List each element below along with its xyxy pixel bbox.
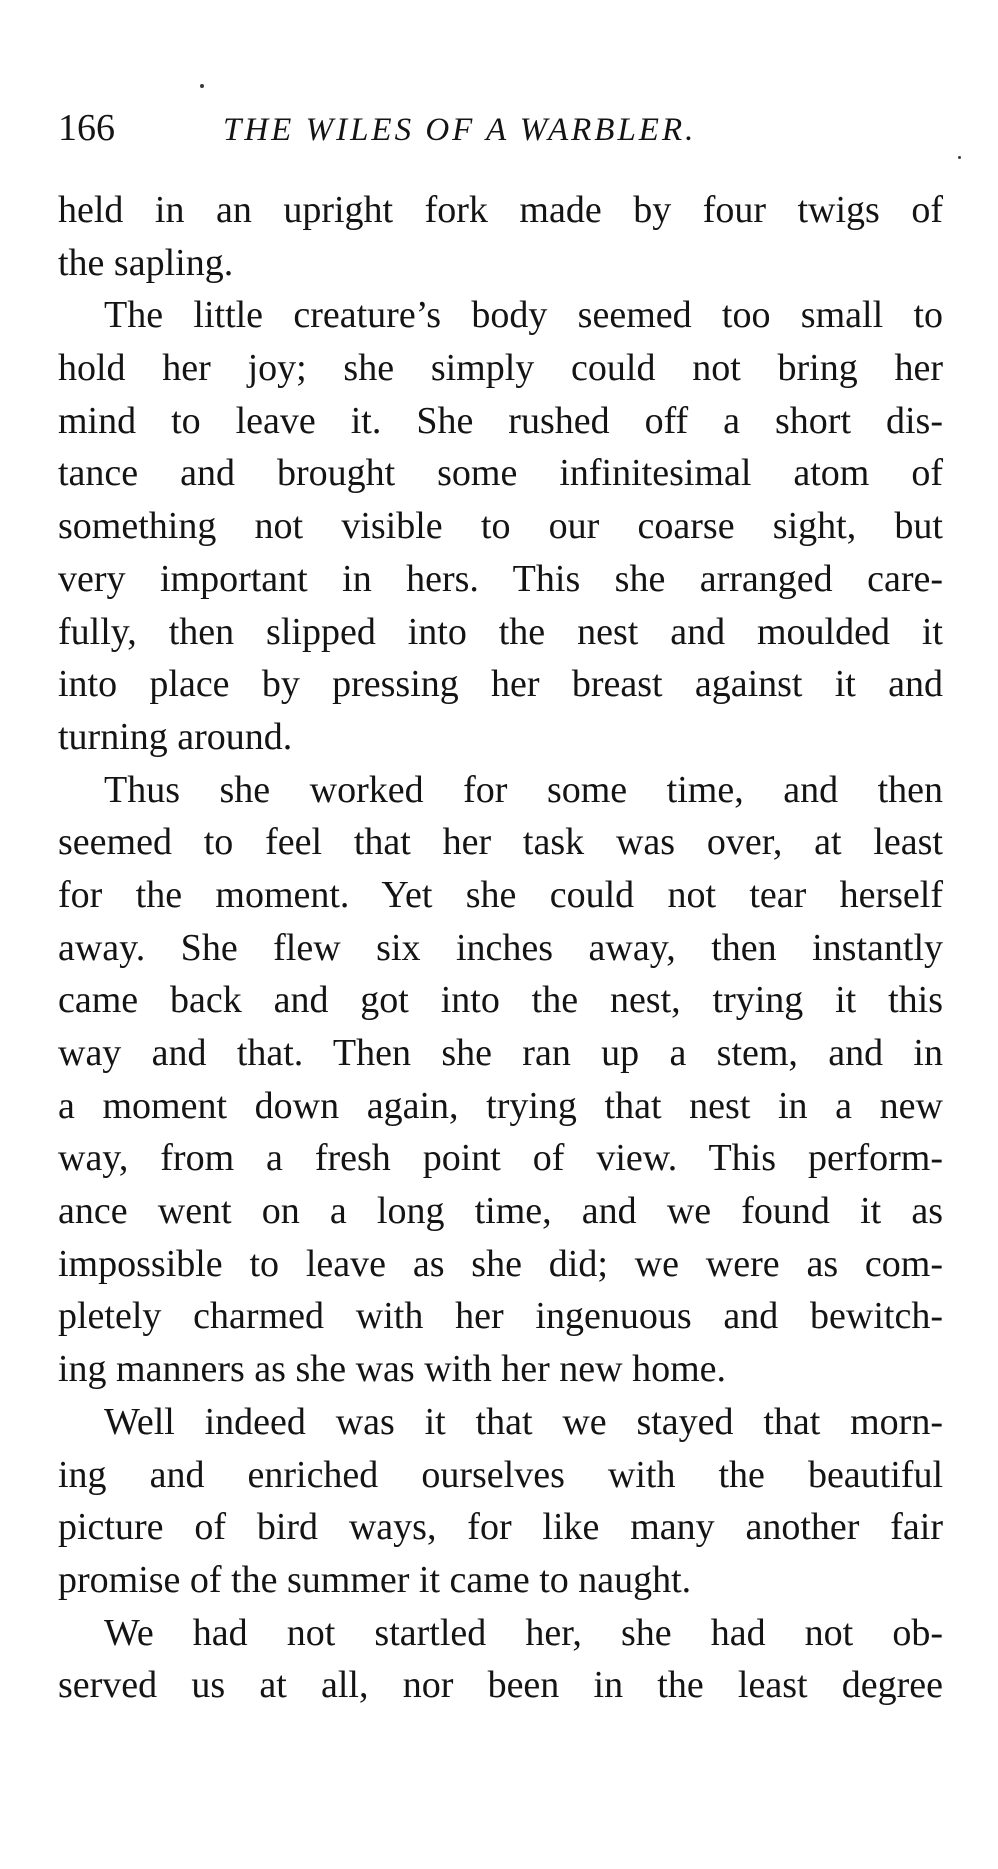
text-line: tance and brought some infinitesimal atom of	[58, 452, 943, 495]
running-title: THE WILES OF A WARBLER.	[223, 112, 697, 148]
text-line: served us at all, nor been in the least degree	[58, 1664, 943, 1707]
text-line: turning around.	[58, 715, 293, 758]
text-line: picture of bird ways, for like many another fair	[58, 1506, 943, 1549]
text-line: We had not startled her, she had not ob-	[104, 1611, 943, 1654]
ink-speck	[958, 156, 961, 159]
running-head	[58, 104, 948, 152]
text-line: into place by pressing her breast against it and	[58, 663, 943, 706]
text-line: came back and got into the nest, trying it this	[58, 979, 943, 1022]
text-line: away. She flew six inches away, then instantly	[58, 926, 943, 969]
text-line: impossible to leave as she did; we were as com-	[58, 1242, 943, 1285]
text-line: hold her joy; she simply could not bring her	[58, 347, 943, 390]
text-line: something not visible to our coarse sight, but	[58, 505, 943, 548]
text-line: way, from a fresh point of view. This perform-	[58, 1137, 943, 1180]
text-line: Well indeed was it that we stayed that morn-	[104, 1400, 943, 1443]
text-line: for the moment. Yet she could not tear herself	[58, 873, 943, 916]
text-line: a moment down again, trying that nest in a new	[58, 1084, 943, 1127]
text-line: The little creature’s body seemed too small to	[104, 294, 943, 337]
text-line: promise of the summer it came to naught.	[58, 1558, 692, 1601]
body-text	[58, 184, 943, 1712]
text-line: ing and enriched ourselves with the beautiful	[58, 1453, 943, 1496]
text-line: seemed to feel that her task was over, at least	[58, 821, 943, 864]
page-number: 166	[58, 107, 115, 149]
text-line: the sapling.	[58, 241, 234, 284]
text-line: pletely charmed with her ingenuous and bewitch-	[58, 1295, 943, 1338]
text-line: very important in hers. This she arranged care-	[58, 557, 943, 600]
ink-speck	[200, 84, 204, 88]
text-line: ance went on a long time, and we found it as	[58, 1190, 943, 1233]
text-line: mind to leave it. She rushed off a short dis-	[58, 399, 943, 442]
text-line: held in an upright fork made by four twigs of	[58, 189, 943, 231]
text-line: Thus she worked for some time, and then	[104, 768, 943, 811]
text-line: ing manners as she was with her new home.	[58, 1348, 727, 1391]
text-line: way and that. Then she ran up a stem, and in	[58, 1032, 943, 1074]
text-line: fully, then slipped into the nest and moulded it	[58, 610, 943, 653]
